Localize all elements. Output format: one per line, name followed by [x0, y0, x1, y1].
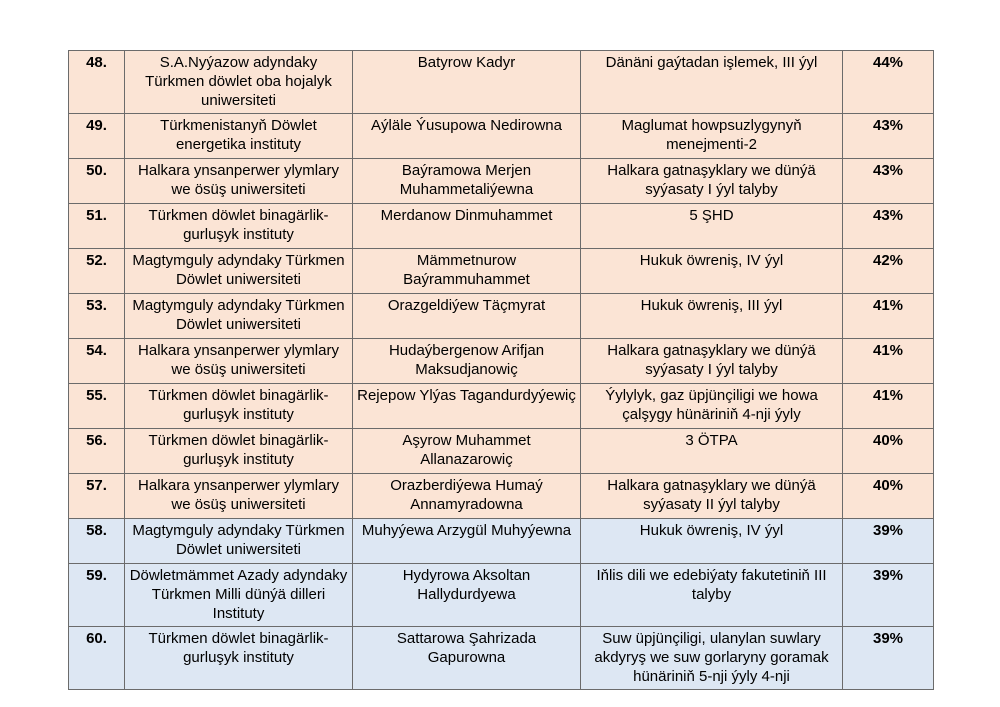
table-row — [69, 564, 934, 627]
table-row — [69, 519, 934, 564]
table-row — [69, 114, 934, 159]
institution-cell: Türkmen döwlet binagärlik-gurluşyk instituty — [125, 204, 353, 249]
student-name-cell: Hudaýbergenow Arifjan Maksudjanowiç — [353, 339, 581, 384]
program-cell: Dänäni gaýtadan işlemek, III ýyl — [581, 51, 843, 114]
table-row — [69, 204, 934, 249]
score-cell: 41% — [843, 294, 934, 339]
student-name-cell: Batyrow Kadyr — [353, 51, 581, 114]
institution-cell: S.A.Nyýazow adyndaky Türkmen döwlet oba hojalyk uniwersiteti — [125, 51, 353, 114]
institution-cell: Türkmen döwlet binagärlik-gurluşyk instituty — [125, 627, 353, 690]
row-number: 59. — [69, 564, 125, 627]
institution-cell: Türkmen döwlet binagärlik-gurluşyk instituty — [125, 429, 353, 474]
student-name-cell: Sattarowa Şahrizada Gapurowna — [353, 627, 581, 690]
row-number: 57. — [69, 474, 125, 519]
program-cell: 3 ÖTPA — [581, 429, 843, 474]
row-number: 48. — [69, 51, 125, 114]
program-cell: Hukuk öwreniş, III ýyl — [581, 294, 843, 339]
score-cell: 40% — [843, 474, 934, 519]
institution-cell: Halkara ynsanperwer ylymlary we ösüş uniwersiteti — [125, 159, 353, 204]
institution-cell: Türkmenistanyň Döwlet energetika instituty — [125, 114, 353, 159]
program-cell: 5 ŞHD — [581, 204, 843, 249]
score-cell: 39% — [843, 519, 934, 564]
student-name-cell: Merdanow Dinmuhammet — [353, 204, 581, 249]
row-number: 50. — [69, 159, 125, 204]
program-cell: Suw üpjünçiligi, ulanylan suwlary akdyryş we suw gorlaryny goramak hünäriniň 5-nji ýyly 4-nji — [581, 627, 843, 690]
results-table — [68, 50, 934, 690]
table-row — [69, 474, 934, 519]
score-cell: 43% — [843, 204, 934, 249]
row-number: 53. — [69, 294, 125, 339]
program-cell: Hukuk öwreniş, IV ýyl — [581, 249, 843, 294]
row-number: 54. — [69, 339, 125, 384]
row-number: 52. — [69, 249, 125, 294]
table-row — [69, 339, 934, 384]
score-cell: 43% — [843, 159, 934, 204]
program-cell: Hukuk öwreniş, IV ýyl — [581, 519, 843, 564]
institution-cell: Magtymguly adyndaky Türkmen Döwlet uniwersiteti — [125, 519, 353, 564]
results-table-body — [69, 51, 934, 690]
row-number: 58. — [69, 519, 125, 564]
institution-cell: Halkara ynsanperwer ylymlary we ösüş uniwersiteti — [125, 339, 353, 384]
student-name-cell: Hydyrowa Aksoltan Hallydurdyewa — [353, 564, 581, 627]
student-name-cell: Aşyrow Muhammet Allanazarowiç — [353, 429, 581, 474]
program-cell: Halkara gatnaşyklary we dünýä syýasaty I ýyl talyby — [581, 339, 843, 384]
program-cell: Maglumat howpsuzlygynyň menejmenti-2 — [581, 114, 843, 159]
table-row — [69, 627, 934, 690]
student-name-cell: Orazgeldiýew Täçmyrat — [353, 294, 581, 339]
row-number: 55. — [69, 384, 125, 429]
table-row — [69, 384, 934, 429]
program-cell: Ýylylyk, gaz üpjünçiligi we howa çalşygy hünäriniň 4-nji ýyly — [581, 384, 843, 429]
table-row — [69, 51, 934, 114]
table-row — [69, 429, 934, 474]
student-name-cell: Baýramowa Merjen Muhammetaliýewna — [353, 159, 581, 204]
table-row — [69, 294, 934, 339]
score-cell: 43% — [843, 114, 934, 159]
score-cell: 41% — [843, 384, 934, 429]
student-name-cell: Orazberdiýewa Humaý Annamyradowna — [353, 474, 581, 519]
institution-cell: Türkmen döwlet binagärlik-gurluşyk instituty — [125, 384, 353, 429]
score-cell: 42% — [843, 249, 934, 294]
row-number: 49. — [69, 114, 125, 159]
score-cell: 39% — [843, 564, 934, 627]
student-name-cell: Mämmetnurow Baýrammuhammet — [353, 249, 581, 294]
row-number: 51. — [69, 204, 125, 249]
student-name-cell: Rejepow Ylýas Tagandurdyýewiç — [353, 384, 581, 429]
program-cell: Iňlis dili we edebiýaty fakutetiniň III talyby — [581, 564, 843, 627]
institution-cell: Döwletmämmet Azady adyndaky Türkmen Milli dünýä dilleri Instituty — [125, 564, 353, 627]
score-cell: 39% — [843, 627, 934, 690]
score-cell: 44% — [843, 51, 934, 114]
student-name-cell: Muhyýewa Arzygül Muhyýewna — [353, 519, 581, 564]
score-cell: 40% — [843, 429, 934, 474]
student-name-cell: Aýläle Ýusupowa Nedirowna — [353, 114, 581, 159]
table-row — [69, 249, 934, 294]
program-cell: Halkara gatnaşyklary we dünýä syýasaty II ýyl talyby — [581, 474, 843, 519]
institution-cell: Halkara ynsanperwer ylymlary we ösüş uniwersiteti — [125, 474, 353, 519]
institution-cell: Magtymguly adyndaky Türkmen Döwlet uniwersiteti — [125, 294, 353, 339]
row-number: 60. — [69, 627, 125, 690]
program-cell: Halkara gatnaşyklary we dünýä syýasaty I ýyl talyby — [581, 159, 843, 204]
institution-cell: Magtymguly adyndaky Türkmen Döwlet uniwersiteti — [125, 249, 353, 294]
score-cell: 41% — [843, 339, 934, 384]
row-number: 56. — [69, 429, 125, 474]
table-row — [69, 159, 934, 204]
